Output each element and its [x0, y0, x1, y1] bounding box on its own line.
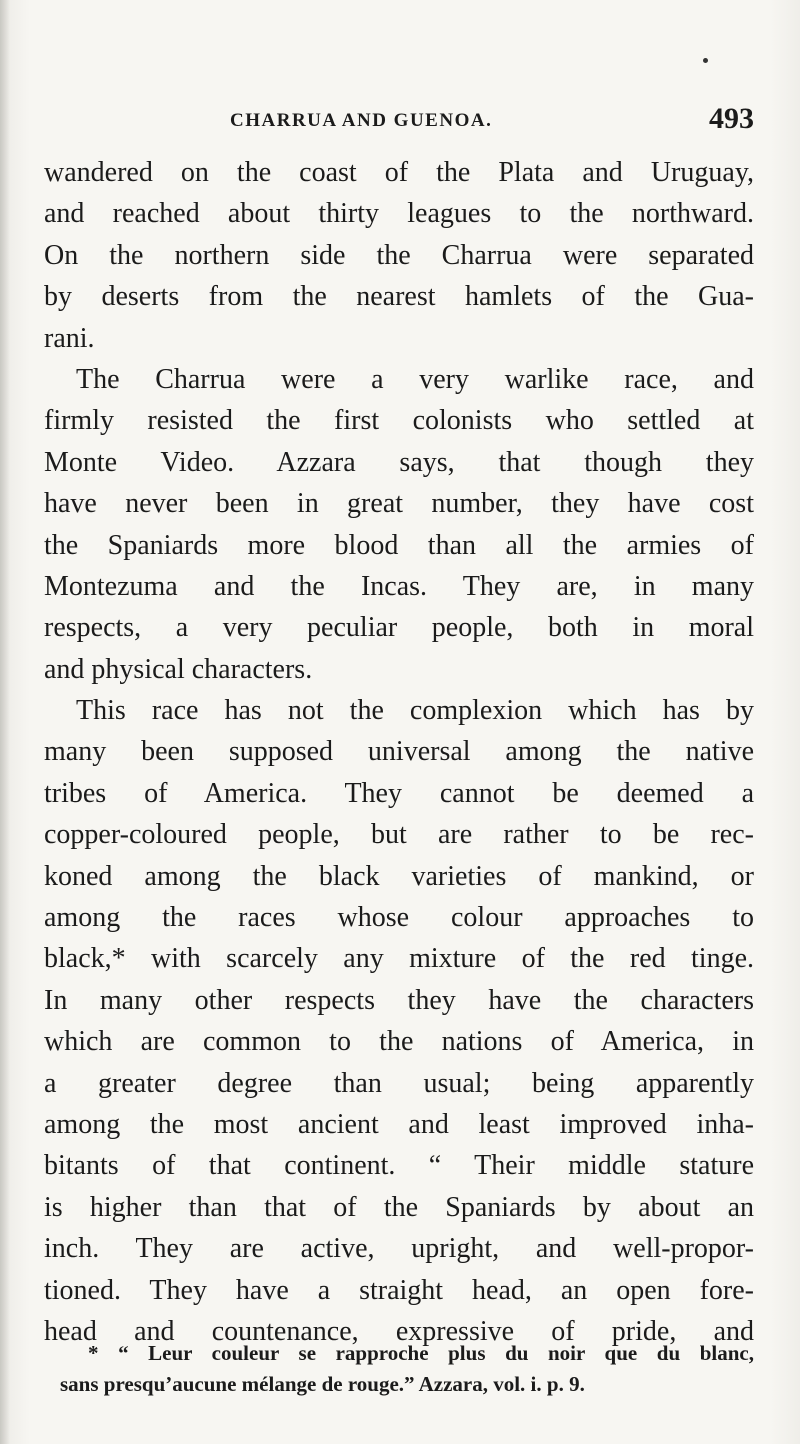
binding-shadow [0, 0, 10, 1444]
text-line: many been supposed universal among the native [44, 736, 754, 768]
text-line: a greater degree than usual; being apparently [44, 1067, 754, 1099]
text-line: among the most ancient and least improved inha- [44, 1108, 754, 1140]
text-line: wandered on the coast of the Plata and Uruguay, [44, 157, 754, 188]
running-head: CHARRUA AND GUENOA. [230, 110, 493, 131]
text-line: tioned. They have a straight head, an open fore- [44, 1274, 754, 1306]
footnote-line: * “ Leur couleur se rapproche plus du noir que du blanc, [88, 1341, 754, 1365]
text-line: have never been in great number, they have cost [44, 488, 754, 520]
text-line: the Spaniards more blood than all the armies of [44, 529, 754, 561]
text-line: head and countenance, expressive of pride, and [44, 1315, 754, 1347]
text-line: black,* with scarcely any mixture of the red tinge. [44, 943, 754, 975]
page-number: 493 [709, 102, 754, 135]
ink-speck [703, 58, 708, 63]
text-line: tribes of America. They cannot be deemed a [44, 777, 754, 809]
text-line: inch. They are active, upright, and well-propor- [44, 1233, 754, 1265]
text-line: On the northern side the Charrua were separated [44, 239, 754, 271]
text-line: which are common to the nations of America, in [44, 1026, 754, 1058]
text-line: respects, a very peculiar people, both in moral [44, 612, 754, 644]
text-line: The Charrua were a very warlike race, and [76, 363, 754, 395]
text-line: is higher than that of the Spaniards by about an [44, 1191, 754, 1223]
text-line: Monte Video. Azzara says, that though they [44, 446, 754, 478]
text-line: In many other respects they have the characters [44, 984, 754, 1016]
text-line: This race has not the complexion which has by [76, 695, 754, 727]
text-line: copper-coloured people, but are rather to be rec- [44, 819, 754, 851]
text-line: koned among the black varieties of mankind, or [44, 860, 754, 892]
text-line: Montezuma and the Incas. They are, in many [44, 570, 754, 602]
page-header [44, 102, 754, 142]
footnote [60, 1338, 754, 1400]
footnote-line: sans presqu’aucune mélange de rouge.” Azzara, vol. i. p. 9. [60, 1372, 585, 1396]
text-line: by deserts from the nearest hamlets of the Gua- [44, 281, 754, 313]
text-line: and reached about thirty leagues to the northward. [44, 198, 754, 230]
body-text [44, 152, 754, 1352]
text-line: firmly resisted the first colonists who settled at [44, 405, 754, 437]
text-line: among the races whose colour approaches to [44, 902, 754, 934]
text-line: rani. [44, 322, 95, 354]
text-line: and physical characters. [44, 653, 313, 685]
text-line: bitants of that continent. “ Their middle stature [44, 1150, 754, 1182]
